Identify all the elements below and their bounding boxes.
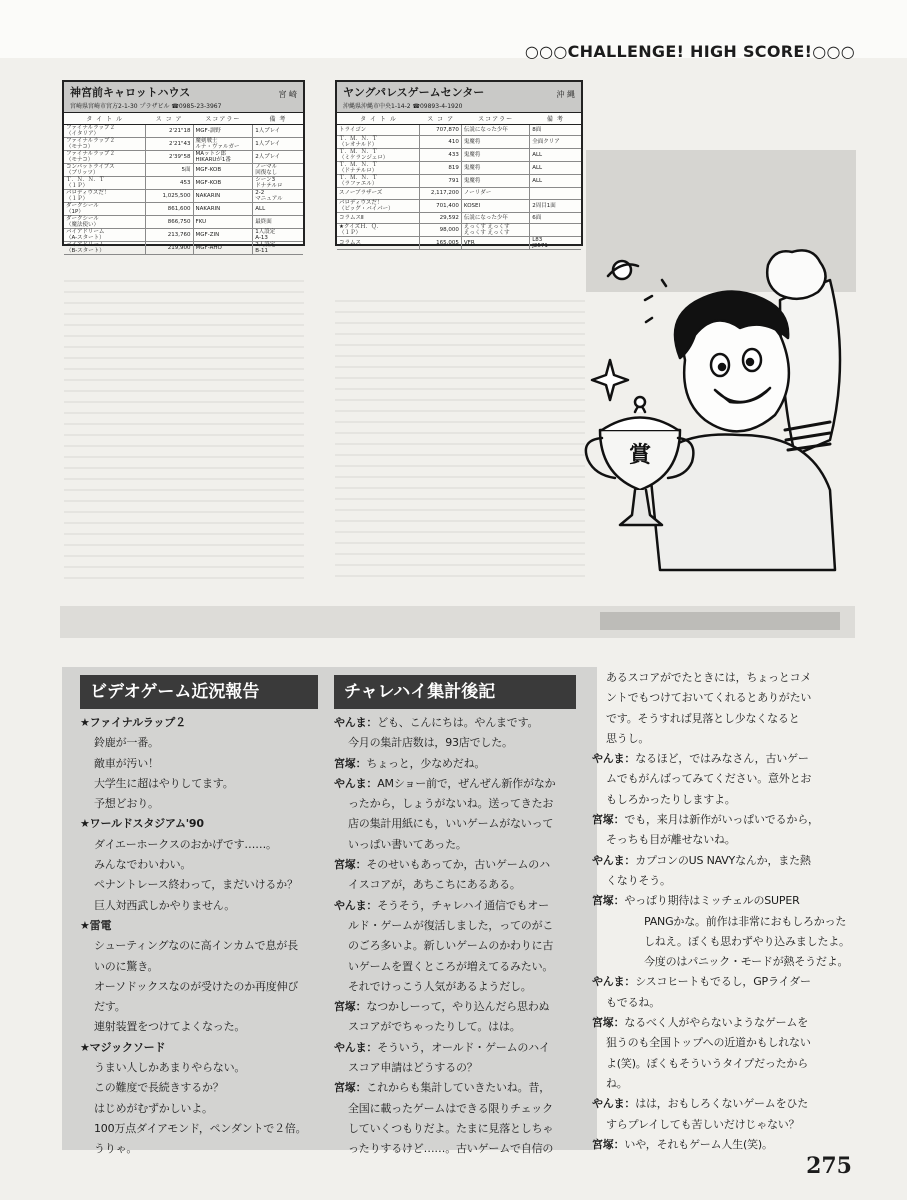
dialogue-text: でも，来月は新作がいっぱいでるから，: [624, 813, 819, 827]
dialogue-line: もでるね。: [606, 995, 660, 1009]
dialogue-text: AMショー前で，ぜんぜん新作がなか: [377, 776, 556, 790]
column-header: スコアラー: [461, 113, 529, 124]
table-row: [337, 136, 581, 149]
table-row: [337, 188, 581, 200]
table-row: [64, 124, 303, 137]
table-cell: Ｔ．Ｍ．Ｎ．Ｔ （ミケランジェロ）: [337, 149, 420, 162]
dialogue-line: 今月の集計店数は，93店でした。: [348, 736, 513, 750]
table-cell: 1人設定 A-13: [253, 228, 303, 241]
afterword-title: チャレハイ集計後記: [334, 675, 576, 709]
dialogue-line: 店の集計用紙にも，いいゲームがないって: [348, 817, 554, 831]
dialogue-text: いや，それもゲーム人生(笑)。: [624, 1137, 773, 1151]
table-cell: 707,870: [420, 124, 461, 136]
table-row: [337, 162, 581, 175]
table-cell: 鬼魔将: [461, 175, 529, 188]
dialogue-line: [334, 754, 584, 774]
table-cell: 1,025,500: [145, 189, 193, 202]
table-cell: ★クイズＨ．Ｑ． （１Ｐ）: [337, 224, 420, 237]
bleed-through: [335, 300, 585, 580]
table-cell: NAKARIN: [193, 189, 253, 202]
section-title: ○○○CHALLENGE! HIGH SCORE!○○○: [524, 42, 855, 61]
dialogue-line: [592, 1094, 854, 1114]
report-line: うりゃ。: [94, 1142, 138, 1156]
report-line: 巨人対西武しかやりません。: [94, 898, 236, 912]
body: [650, 434, 835, 570]
table-cell: ダークシール （魔法使い）: [64, 215, 145, 228]
arcade-address: 沖縄県沖縄市中央1-14-2 ☎09893-4-1920: [337, 100, 581, 113]
speaker-name: 宮塚：: [334, 1000, 367, 1014]
dialogue-line: [334, 1038, 584, 1058]
prefecture: 宮 崎: [278, 90, 297, 99]
dialogue-line: あるスコアがでたときには，ちょっとコメ: [606, 671, 812, 684]
trophy-illustration: [580, 240, 855, 580]
table-cell: MGF-AHO: [193, 241, 253, 254]
report-line: だす。: [94, 1000, 126, 1014]
report-line: オーソドックスなのが受けたのか再度伸び: [94, 979, 299, 993]
report-line: いのに驚き。: [94, 959, 159, 973]
table-row: [64, 215, 303, 228]
table-cell: MGF-ZIN: [193, 228, 253, 241]
table-cell: 1人プレイ: [253, 124, 303, 137]
table-cell: コラムス: [337, 237, 420, 250]
dialogue-text: ちょっと，少なめだね。: [366, 756, 486, 770]
table-cell: Ｔ．Ｍ．Ｎ．Ｔ （レオナルド）: [337, 136, 420, 149]
table-cell: スノーブラザーズ: [337, 188, 420, 200]
table-cell: MGF-訓野: [193, 124, 253, 137]
speaker-name: やんま：: [334, 776, 378, 790]
table-cell: 165,005: [420, 237, 461, 250]
speaker-name: 宮塚：: [592, 1137, 625, 1151]
report-line: みんなでわいわい。: [94, 858, 192, 872]
table-cell: 2'21"43: [145, 137, 193, 150]
table-cell: MAットシ郎 HIKARUが1番: [193, 150, 253, 163]
dialogue-line: していくつもりだよ。たまに見落としちゃ: [348, 1121, 554, 1135]
dialogue-line: [334, 997, 584, 1017]
table-cell: ALL: [530, 175, 581, 188]
table-cell: ノーマル 回復なし: [253, 163, 303, 176]
dialogue-line: くなりそう。: [606, 873, 671, 887]
table-cell: パロディウスだ！ （ビッグ・バイパー）: [337, 199, 420, 212]
table-cell: KOSEI: [461, 199, 529, 212]
afterword-column: [334, 713, 584, 1160]
dialogue-line: [334, 855, 584, 875]
dialogue-line: よ(笑)。ぼくもそういうタイプだったから: [606, 1056, 809, 1070]
report-line: ダイエーホークスのおかげです……。: [94, 837, 277, 851]
table-cell: シーン3 ドナテルロ: [253, 176, 303, 189]
speaker-name: やんま：: [592, 975, 636, 989]
table-cell: ファイナルラップ２ （モナコ）: [64, 137, 145, 150]
table-cell: VFR: [461, 237, 529, 250]
table-cell: えっくす えっくす えっくす えっくす: [461, 224, 529, 237]
dialogue-line: 狙うのも全国トップへの近道かもしれない: [606, 1036, 811, 1050]
table-cell: 8面: [530, 124, 581, 136]
game-heading: ★マジックソード: [80, 1040, 166, 1054]
score-table-left: [62, 80, 305, 254]
dialogue-line: [334, 1078, 584, 1098]
table-cell: 魔剣戦士 ルナ・ヴァルガー: [193, 137, 253, 150]
arcade-name: 神宮前キャロットハウス: [70, 86, 191, 99]
dialogue-text: なつかしーって，やり込んだら思わぬ: [366, 1000, 550, 1014]
report-line: 連射装置をつけてよくなった。: [94, 1020, 246, 1034]
table-cell: 819: [420, 162, 461, 175]
dialogue-line: イスコアが，あちこちにあるある。: [348, 878, 521, 892]
table-cell: ALL: [253, 202, 303, 215]
speaker-name: やんま：: [592, 752, 636, 766]
prefecture: 沖 縄: [556, 90, 575, 99]
table-cell: MGF-KOB: [193, 163, 253, 176]
report-line: ペナントレース終わって，まだいけるか？: [94, 878, 298, 892]
report-line: 予想どおり。: [94, 797, 159, 811]
table-cell: FKU: [193, 215, 253, 228]
table-row: [64, 163, 303, 176]
table-cell: L83 J2571: [530, 237, 581, 250]
dialogue-line: ムでもがんばってみてください。意外とお: [606, 772, 812, 786]
table-row: [337, 199, 581, 212]
table-row: [337, 212, 581, 224]
table-cell: 鬼魔将: [461, 162, 529, 175]
table-cell: ノーリダー: [461, 188, 529, 200]
table-cell: ダークシール （1P）: [64, 202, 145, 215]
table-cell: 2人プレイ: [253, 150, 303, 163]
dialogue-line: [592, 851, 854, 871]
report-line: 敵車が汚い！: [94, 756, 159, 770]
speaker-name: やんま：: [334, 898, 378, 912]
table-cell: MGF-KOB: [193, 176, 253, 189]
table-cell: 2'21"18: [145, 124, 193, 137]
table-cell: 6面: [530, 212, 581, 224]
dialogue-line: のごろ多いよ。新しいゲームのかわりに古: [348, 939, 554, 953]
dialogue-line: [334, 713, 584, 733]
table-cell: Ｔ．Ｍ．Ｎ．Ｔ （ラファエル）: [337, 175, 420, 188]
speaker-name: やんま：: [334, 1040, 378, 1054]
dialogue-line: ルド・ゲームが復活しました，ってのがこ: [348, 918, 554, 932]
dialogue-line: ったから，しょうがないね。送ってきたお: [348, 797, 554, 811]
score-table-right: [335, 80, 583, 250]
table-cell: [530, 224, 581, 237]
speaker-name: 宮塚：: [592, 894, 625, 908]
page-number: 275: [806, 1153, 852, 1179]
table-cell: 伝説になった少年: [461, 124, 529, 136]
dialogue-text: はは，おもしろくないゲームをひた: [635, 1097, 809, 1111]
dialogue-line: [592, 972, 854, 992]
report-line: シューティングなのに高インカムで息が長: [94, 939, 298, 953]
dialogue-line: [334, 896, 584, 916]
table-cell: 2-2 マニュアル: [253, 189, 303, 202]
table-row: [64, 189, 303, 202]
column-header: タ イ ト ル: [337, 113, 420, 124]
dialogue-line: [334, 774, 584, 794]
table-cell: 453: [145, 176, 193, 189]
table-cell: 2人設定 B-11: [253, 241, 303, 254]
table-cell: バイアドリーム （A-スタート）: [64, 228, 145, 241]
trophy-label: 賞: [628, 443, 652, 468]
dialogue-line: それでけっこう人気があるようだし。: [348, 979, 532, 993]
table-cell: Ｔ．Ｎ．Ｎ．Ｔ （１Ｐ）: [64, 176, 145, 189]
table-cell: 213,760: [145, 228, 193, 241]
table-cell: [530, 188, 581, 200]
report-line: うまい人しかあまりやらない。: [94, 1061, 246, 1075]
table-cell: 219,900: [145, 241, 193, 254]
dialogue-line: ントでもつけておいてくれるとありがたい: [606, 691, 812, 705]
table-row: [64, 228, 303, 241]
table-cell: ファイナルラップ２ （イタリア）: [64, 124, 145, 137]
dialogue-line: [592, 810, 854, 830]
dialogue-line: 思うし。: [606, 731, 650, 745]
dialogue-line: 今度のはパニック・モードが熱そうだよ。: [644, 955, 849, 969]
speaker-name: やんま：: [334, 716, 378, 729]
table-cell: コラムスⅡ: [337, 212, 420, 224]
report-title: ビデオゲーム近況報告: [80, 675, 318, 709]
fist: [767, 250, 825, 298]
table-cell: ALL: [530, 149, 581, 162]
column-header: 備 考: [253, 113, 303, 124]
table-cell: ALL: [530, 162, 581, 175]
speaker-name: 宮塚：: [592, 813, 625, 827]
table-row: [337, 237, 581, 250]
dialogue-text: ども、こんにちは。やんまです。: [377, 716, 539, 729]
dialogue-line: PANGかな。前作は非常におもしろかった: [644, 914, 847, 928]
speaker-name: やんま：: [592, 853, 636, 867]
table-cell: 433: [420, 149, 461, 162]
dialogue-line: スコア申請はどうするの？: [348, 1061, 478, 1075]
table-cell: ファイナルラップ２ （モナコ）: [64, 150, 145, 163]
dialogue-line: ったりするけど……。古いゲームで自信の: [348, 1142, 554, 1156]
table-cell: 98,000: [420, 224, 461, 237]
dialogue-line: [592, 891, 854, 911]
column-header: ス コ ア: [420, 113, 461, 124]
report-line: 鈴鹿が一番。: [94, 736, 159, 750]
column-header: ス コ ア: [145, 113, 193, 124]
table-cell: 2,117,200: [420, 188, 461, 200]
table-cell: 866,750: [145, 215, 193, 228]
table-row: [64, 241, 303, 254]
table-row: [337, 175, 581, 188]
dialogue-line: ね。: [606, 1076, 628, 1090]
table-cell: 701,400: [420, 199, 461, 212]
report-line: 100万点ダイアモンド，ペンダントで２倍。: [94, 1121, 307, 1135]
dialogue-text: これからも集計していきたいね。昔，: [366, 1081, 551, 1095]
dialogue-line: もしろかったりしますよ。: [606, 792, 736, 806]
table-row: [64, 137, 303, 150]
dialogue-text: そのせいもあってか，古いゲームのハ: [366, 858, 550, 872]
dialogue-text: やっぱり期待はミッチェルのSUPER: [624, 894, 800, 908]
dialogue-line: すらプレイしても苦しいだけじゃない？: [606, 1117, 800, 1131]
table-cell: コンバットライブス （ブリッツ）: [64, 163, 145, 176]
table-cell: トライゴン: [337, 124, 420, 136]
speaker-name: 宮塚：: [334, 1081, 367, 1095]
report-line: この難度で長続きするか？: [94, 1081, 224, 1095]
table-cell: 最終面: [253, 215, 303, 228]
dialogue-line: 全国に載ったゲームはできる限りチェック: [348, 1101, 553, 1115]
dialogue-text: シスコヒートもでるし，GPライダー: [635, 975, 811, 989]
column-header: タ イ ト ル: [64, 113, 145, 124]
dialogue-line: [592, 1013, 854, 1033]
table-row: [64, 150, 303, 163]
bleed-through-title: [600, 612, 840, 630]
dialogue-line: いゲームを置くところが増えてるみたい。: [348, 959, 554, 973]
speaker-name: 宮塚：: [334, 756, 367, 770]
table-row: [337, 149, 581, 162]
dialogue-text: なるほど，ではみなさん，古いゲー: [635, 752, 809, 766]
afterword-column-cont: [592, 668, 854, 1155]
arcade-address: 宮崎県宮崎市宮方2-1-30 プラザビル ☎0985-23-3967: [64, 100, 303, 113]
table-cell: Ｔ．Ｍ．Ｎ．Ｔ （ドナテルロ）: [337, 162, 420, 175]
table-cell: NAKARIN: [193, 202, 253, 215]
game-heading: ★ワールドスタジアム'90: [80, 817, 204, 831]
table-cell: 鬼魔将: [461, 136, 529, 149]
table-row: [337, 124, 581, 136]
table-cell: 5面: [145, 163, 193, 176]
arcade-name: ヤングパレスゲームセンター: [343, 86, 485, 99]
table-cell: 861,600: [145, 202, 193, 215]
report-line: はじめがむずかしいよ。: [94, 1101, 213, 1115]
report-column: [80, 713, 330, 1160]
game-heading: ★雷電: [80, 918, 112, 932]
dialogue-line: いっぱい書いてあった。: [348, 837, 467, 851]
table-cell: バイアドリーム （B-スタート）: [64, 241, 145, 254]
table-cell: 鬼魔将: [461, 149, 529, 162]
dialogue-text: そうそう，チャレハイ通信でもオー: [377, 898, 549, 912]
speaker-name: やんま：: [592, 1097, 636, 1111]
trophy-lid: [602, 406, 678, 430]
dialogue-line: しねえ。ぼくも思わずやり込みましたよ。: [644, 934, 850, 948]
table-cell: 29,592: [420, 212, 461, 224]
dialogue-text: なるべく人がやらないようなゲームを: [624, 1016, 809, 1030]
speaker-name: 宮塚：: [592, 1016, 625, 1030]
sparkle-icon: [592, 360, 628, 400]
dialogue-line: そっちも目が離せないね。: [606, 833, 736, 847]
speaker-name: 宮塚：: [334, 858, 367, 872]
dialogue-line: です。そうすれば見落とし少なくなると: [606, 711, 800, 725]
table-cell: 全面クリア: [530, 136, 581, 149]
table-cell: 2周目1面: [530, 199, 581, 212]
table-row: [337, 224, 581, 237]
dialogue-text: カプコンのUS NAVYなんか，また熱: [635, 853, 811, 867]
dialogue-line: スコアがでちゃったりして。はは。: [348, 1020, 521, 1034]
report-line: 大学生に超はやりしてます。: [94, 776, 234, 790]
column-header: スコアラー: [193, 113, 253, 124]
dialogue-line: [592, 749, 854, 769]
table-cell: 1人プレイ: [253, 137, 303, 150]
table-row: [64, 202, 303, 215]
bleed-through: [64, 280, 304, 580]
table-cell: 410: [420, 136, 461, 149]
column-header: 備 考: [530, 113, 581, 124]
game-heading: ★ファイナルラップ２: [80, 716, 186, 729]
table-row: [64, 176, 303, 189]
dialogue-text: そういう，オールド・ゲームのハイ: [377, 1040, 550, 1054]
table-cell: 伝説になった少年: [461, 212, 529, 224]
table-cell: 2'39"58: [145, 150, 193, 163]
table-cell: 791: [420, 175, 461, 188]
table-cell: パロディウスだ！ （１Ｐ）: [64, 189, 145, 202]
